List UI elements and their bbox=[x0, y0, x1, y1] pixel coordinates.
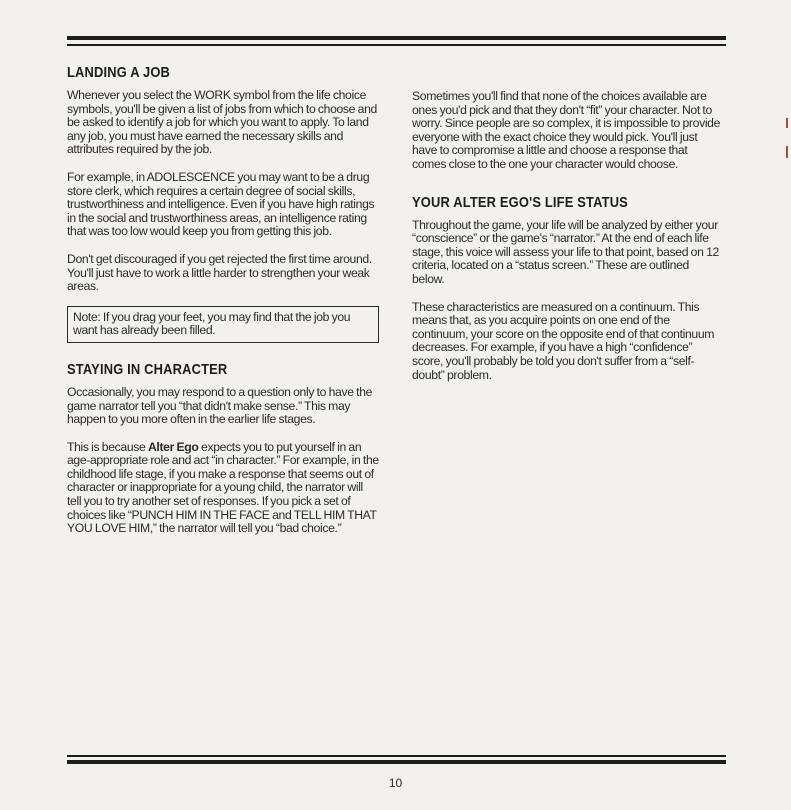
text-run: This is because bbox=[67, 439, 148, 454]
heading-landing-a-job: LANDING A JOB bbox=[67, 64, 171, 81]
paragraph: For example, in ADOLESCENCE you may want to be a drug store clerk, which requires a certain degree of social skills, trustworthiness and intelligence. Even if you have high ratings in the social and trustworthiness areas, an intelligence rating that was too low would keep you from getting this job. bbox=[67, 169, 375, 239]
text-run: expects you to put yourself in an age-appropriate role and act “in character.” For example, in the childhood life stage, if you make a response that seems out of character or inappropriate for a young child, the narrator will tell you to try another set of responses. If you pick a set of choices like “PUNCH HIM IN THE FACE and TELL HIM THAT YOU LOVE HIM,” the narrator will tell you “bad choice.” bbox=[67, 439, 379, 536]
bottom-rule-thick bbox=[67, 760, 726, 764]
top-rule-thin bbox=[67, 44, 726, 46]
paragraph: Throughout the game, your life will be analyzed by either your “conscience” or the game's “narrator.” At the end of each life stage, this voice will assess your life to that point, based on 12 criteria, located on a “status screen.” These are outlined below. bbox=[412, 217, 719, 286]
paragraph: Sometimes you'll find that none of the choices available are ones you'd pick and that they don't “fit” your character. Not to worry. Since people are so complex, it is impossible to provide everyone with the exact choice they would pick. You'll just have to compromise a little and choose a response that comes close to the one your character would choose. bbox=[412, 89, 721, 171]
heading-life-status: YOUR ALTER EGO'S LIFE STATUS bbox=[412, 193, 628, 211]
left-column bbox=[67, 64, 379, 550]
heading-staying-in-character: STAYING IN CHARACTER bbox=[67, 360, 228, 378]
edge-mark bbox=[786, 118, 788, 128]
page-number: 10 bbox=[388, 776, 403, 790]
section-life-status bbox=[412, 194, 722, 383]
section-staying-in-character bbox=[67, 361, 379, 536]
top-rule-thick bbox=[67, 36, 726, 40]
bottom-rule-thin bbox=[67, 755, 726, 757]
paragraph: These characteristics are measured on a continuum. This means that, as you acquire points on one end of the continuum, your score on the opposite end of that continuum decreases. For example, if you have a high “confidence” score, you'll probably be told you don't suffer from a “self-doubt” problem. bbox=[412, 299, 715, 382]
edge-mark bbox=[786, 146, 788, 158]
game-title-bold: Alter Ego bbox=[147, 439, 199, 454]
paragraph: Occasionally, you may respond to a question only to have the game narrator tell you “that didn't make sense.” This may happen to you more often in the earlier life stages. bbox=[67, 384, 373, 427]
paragraph bbox=[67, 441, 379, 536]
section-landing-a-job bbox=[67, 64, 379, 343]
note-box: Note: If you drag your feet, you may find that the job you want has already been filled. bbox=[67, 306, 379, 343]
paragraph: Whenever you select the WORK symbol from the life choice symbols, you'll be given a list of jobs from which to choose and be asked to identify a job for which you want to apply. To land any job, you must have earned the necessary skills and attributes required by the job. bbox=[67, 88, 377, 157]
paragraph: Don't get discouraged if you get rejected the first time around. You'll just have to work a little harder to strengthen your weak areas. bbox=[67, 251, 372, 294]
right-column bbox=[412, 90, 722, 396]
